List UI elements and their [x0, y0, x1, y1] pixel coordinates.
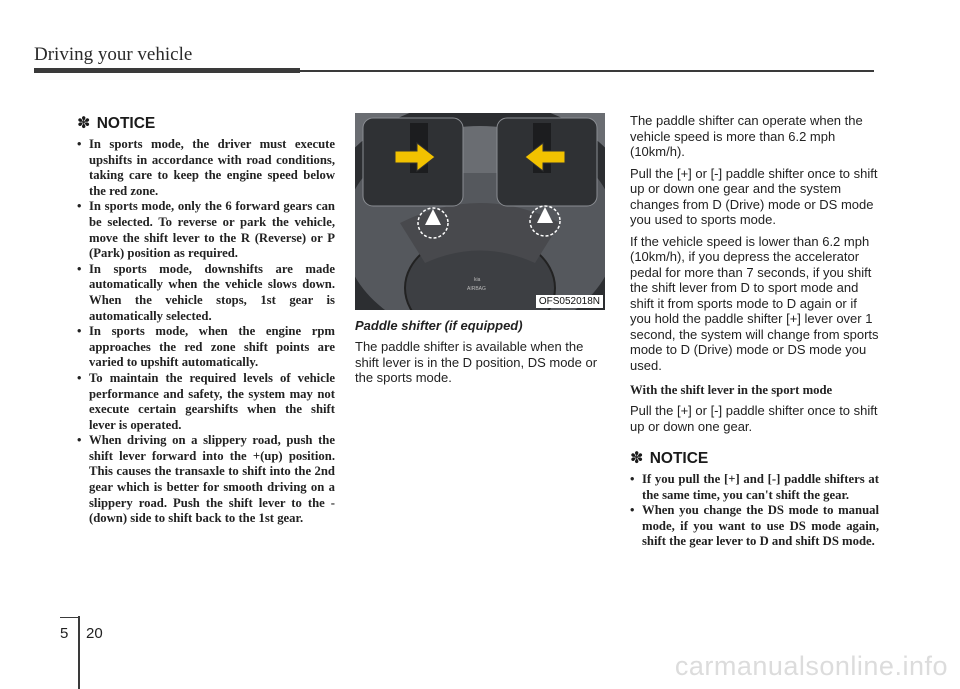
notice-item: • In sports mode, only the 6 forward gears can be selected. To reverse or park the vehicle, move the shift lever to the R (Reverse) or P (Park) position as required.: [77, 199, 335, 261]
notice-list: [630, 472, 879, 550]
paragraph: The paddle shifter can operate when the vehicle speed is more than 6.2 mph (10km/h).: [630, 113, 863, 159]
paragraph: The paddle shifter is available when the shift lever is in the D position, DS mode or the sports mode.: [355, 339, 598, 385]
steering-wheel-illustration: [355, 113, 605, 310]
header-rule-thin: [300, 70, 874, 72]
header-rule-thick: [34, 68, 300, 73]
notice-item: • To maintain the required levels of vehicle performance and safety, the system may not execute certain gearshifts when the shift lever is operated.: [77, 371, 335, 433]
figure-logo-label: kia: [474, 277, 481, 283]
middle-column: [355, 113, 607, 386]
notice-item: • When driving on a slippery road, push the shift lever forward into the +(up) position. This causes the transaxle to shift into the 2nd gear which is better for smooth driving on a slippery road. Push the shift lever to the -(down) side to shift back to the 1st gear.: [77, 433, 335, 527]
notice-title: NOTICE: [649, 450, 709, 467]
paragraph: Pull the [+] or [-] paddle shifter once to shift up or down one gear and the system changes from D (Drive) mode or DS mode you used to sports mode.: [630, 165, 878, 227]
paragraph: Pull the [+] or [-] paddle shifter once to shift up or down one gear.: [630, 403, 878, 434]
left-column: [77, 113, 335, 527]
notice-heading: [630, 448, 879, 468]
notice-star-icon: ✽: [77, 115, 91, 132]
figure-code: OFS052018N: [536, 295, 603, 308]
notice-item: • In sports mode, when the engine rpm approaches the red zone shift points are varied to upshift automatically.: [77, 324, 335, 371]
notice-item: • In sports mode, the driver must execute upshifts in accordance with road conditions, taking care to keep the engine speed below the red zone.: [77, 137, 335, 199]
notice-title: NOTICE: [96, 115, 156, 132]
page-number-divider: [78, 616, 80, 689]
notice-item: • When you change the DS mode to manual mode, if you want to use DS mode again, shift the gear lever to D and shift DS mode.: [630, 503, 879, 550]
notice-item: • In sports mode, downshifts are made automatically when the vehicle slows down. When the vehicle stops, 1st gear is automatically selected.: [77, 262, 335, 324]
notice-star-icon: ✽: [630, 450, 644, 467]
page-number: 20: [86, 625, 103, 642]
chapter-number: 5: [60, 625, 69, 642]
footer-rule: [60, 617, 79, 618]
paragraph: If the vehicle speed is lower than 6.2 mph (10km/h), if you depress the accelerator pedal for more than 7 seconds, if you shift the shift lever from D to sport mode and shift it from sports mode to D again or if you hold the paddle shifter [+] lever over 1 second, the system will change from sports mode to D (Drive) mode or DS mode you used.: [630, 233, 879, 373]
figure-airbag-label: AIRBAG: [467, 286, 486, 292]
subheading: With the shift lever in the sport mode: [630, 383, 833, 397]
page-header-title: Driving your vehicle: [34, 44, 193, 65]
right-column: [630, 113, 879, 550]
figure-caption: Paddle shifter (if equipped): [355, 318, 523, 333]
notice-list: [77, 137, 335, 527]
notice-heading: [77, 113, 335, 133]
notice-item: • If you pull the [+] and [-] paddle shifters at the same time, you can't shift the gear.: [630, 472, 879, 503]
steering-wheel-figure: [355, 113, 605, 310]
watermark: carmanualsonline.info: [674, 651, 948, 681]
